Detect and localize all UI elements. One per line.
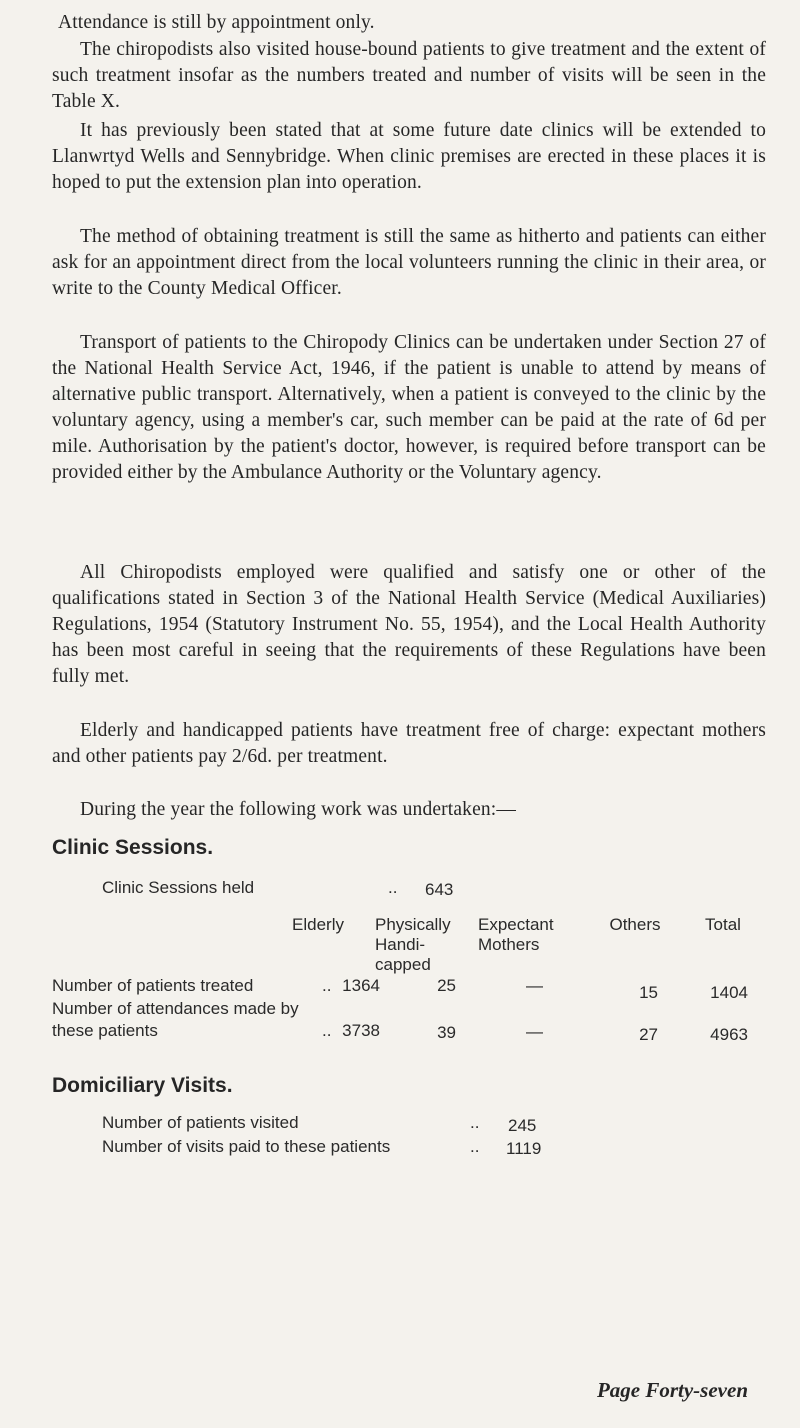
cell-total: 4963	[710, 1025, 748, 1044]
paragraph-work-undertaken: During the year the following work was undertaken:—	[80, 799, 516, 820]
cell-others: 15	[639, 983, 658, 1002]
paragraph-charges: Elderly and handicapped patients have treatment free of charge: expectant mothers and other patients pay 2/6d. per treatment.	[52, 720, 766, 767]
cell-total: 1404	[710, 983, 748, 1002]
sessions-held-value: 643	[425, 880, 454, 899]
domiciliary-visits-heading: Domiciliary Visits.	[52, 1074, 233, 1097]
clinic-sessions-heading: Clinic Sessions.	[52, 836, 214, 859]
paragraph-extension: It has previously been stated that at some future date clinics will be extended to Llanwrtyd Wells and Sennybridge. When clinic premises are erected in these places it is hoped to put the extension plan into operation.	[52, 120, 766, 193]
row-leader: ..	[322, 976, 332, 995]
paragraph-method: The method of obtaining treatment is still the same as hitherto and patients can either ask for an appointment direct from the local volunteers running the clinic in their area, or write to the County Medical Officer.	[52, 226, 766, 299]
column-header-physically-handicapped: Physically Handi- capped	[375, 915, 451, 974]
cell-handicapped: 39	[437, 1023, 456, 1042]
column-header-expectant-mothers: Expectant Mothers	[478, 915, 554, 954]
sessions-held-label: Clinic Sessions held	[102, 878, 255, 897]
column-header-total: Total	[705, 915, 741, 934]
row-leader: ..	[470, 1137, 480, 1156]
column-header-elderly: Elderly	[292, 915, 344, 934]
cell-expectant: —	[526, 976, 543, 995]
paragraph-transport: Transport of patients to the Chiropody Clinics can be undertaken under Section 27 of the National Health Service Act, 1946, if the patient is unable to attend by means of alternative public transport. Alternatively, when a patient is conveyed to the clinic by the voluntary agency, using a member's car, such member can be paid at the rate of 6d per mile. Authorisation by the patient's doctor, however, is required before transport can be provided either by the Ambulance Authority or the Voluntary agency.	[52, 332, 766, 483]
row-label: Number of patients treated	[52, 976, 254, 995]
paragraph-house-bound: The chiropodists also visited house-bound patients to give treatment and the extent of such treatment insofar as the numbers treated and number of visits will be seen in the Table X.	[52, 39, 766, 112]
cell-expectant: —	[526, 1022, 543, 1041]
page-number-footer: Page Forty-seven	[596, 1378, 748, 1402]
row-value: 1119	[506, 1139, 542, 1158]
row-leader: ..	[322, 1021, 332, 1040]
cell-elderly: 3738	[342, 1021, 380, 1040]
row-label: Number of patients visited	[102, 1113, 299, 1132]
row-leader: ..	[470, 1113, 480, 1132]
sessions-held-leader: ..	[388, 878, 398, 897]
row-label: Number of attendances made by these patients	[52, 999, 299, 1040]
cell-elderly: 1364	[342, 976, 380, 995]
paragraph-attendance: Attendance is still by appointment only.	[58, 12, 375, 33]
row-value: 245	[508, 1116, 537, 1135]
column-header-others: Others	[609, 915, 661, 934]
cell-others: 27	[639, 1025, 658, 1044]
row-label: Number of visits paid to these patients	[102, 1137, 391, 1156]
cell-handicapped: 25	[437, 976, 456, 995]
paragraph-qualifications: All Chiropodists employed were qualified and satisfy one or other of the qualifications stated in Section 3 of the National Health Service (Medical Auxiliaries) Regulations, 1954 (Statutory Instrument No. 55, 1954), and the Local Health Authority has been most careful in seeing that the requirements of these Regulations have been fully met.	[52, 562, 766, 687]
